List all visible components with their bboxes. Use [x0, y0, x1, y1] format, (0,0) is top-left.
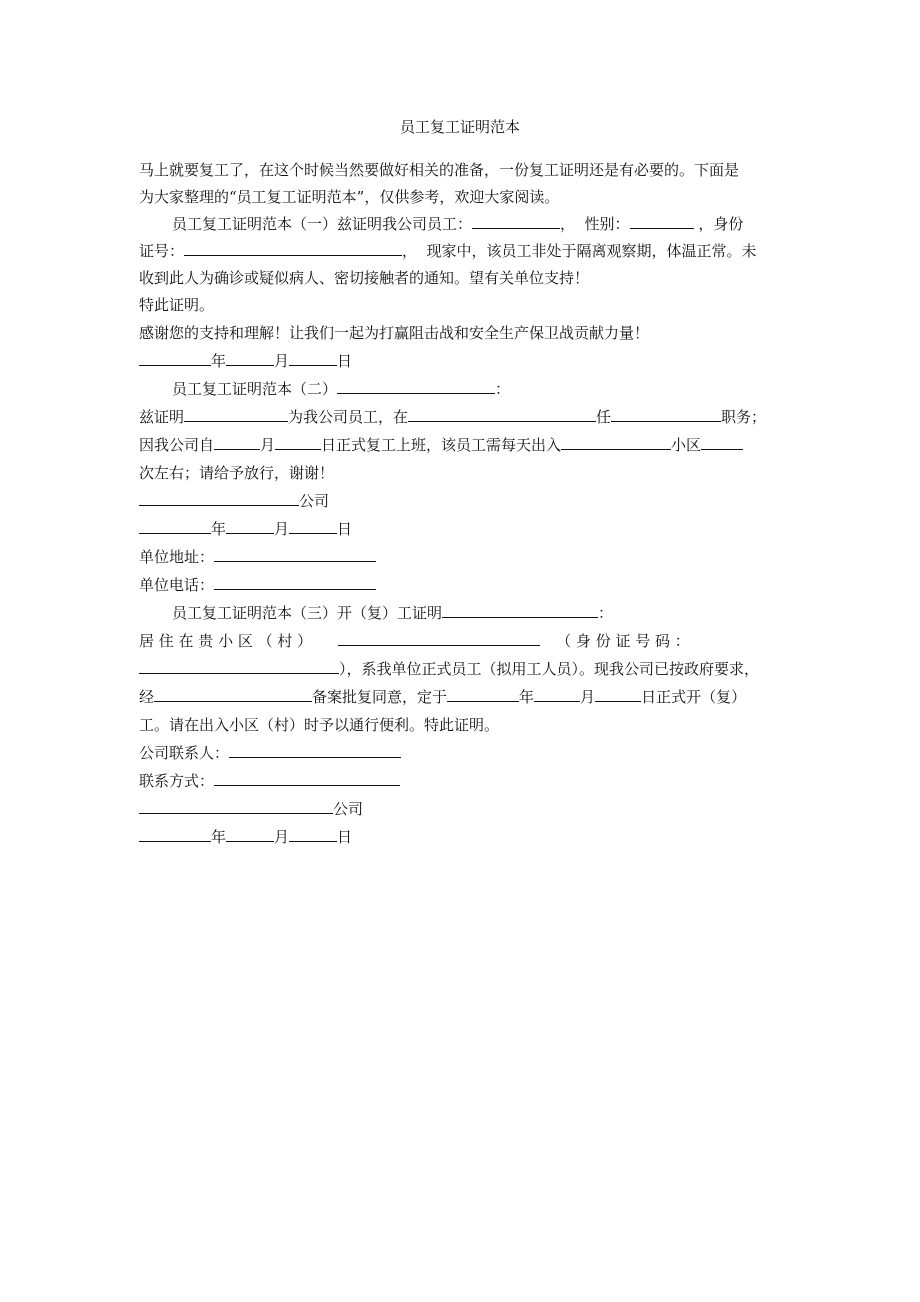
employee-name-blank: [472, 214, 560, 229]
authority-blank: [154, 687, 312, 702]
day-blank: [595, 687, 641, 702]
month-blank: [226, 519, 274, 534]
day-label: 日: [337, 828, 353, 846]
day-blank: [289, 519, 337, 534]
sample1-line-2: [139, 241, 757, 261]
month-blank: [226, 827, 274, 842]
sample1-text-a: 员工复工证明范本（一）兹证明我公司员工：: [172, 215, 473, 233]
position-blank: [611, 407, 721, 422]
sample3-contact-method-line: [139, 771, 400, 791]
sample3-text-f: 年: [519, 688, 535, 706]
sample3-company-line: [139, 799, 363, 819]
sample3-contact-line: [139, 743, 401, 763]
sample3-line-4: 工。请在出入小区（村）时予以通行便利。特此证明。: [139, 716, 500, 734]
sample1-line-5: 感谢您的支持和理解！让我们一起为打赢阻击战和安全生产保卫战贡献力量！: [139, 324, 650, 342]
sample1-text-e: ， 现家中，该员工非处于隔离观察期，体温正常。未: [402, 242, 757, 260]
employee-name-blank: [184, 407, 288, 422]
sample3-text-d: 经: [139, 688, 155, 706]
company-label: 公司: [299, 492, 330, 510]
sample1-line-3: 收到此人为确诊或疑似病人、密切接触者的通知。望有关单位支持！: [139, 269, 590, 287]
sample2-text-f: 月: [260, 436, 276, 454]
company-label: 公司: [333, 800, 364, 818]
company-blank: [139, 491, 299, 506]
sample3-text-h: 日正式开（复）: [641, 688, 747, 706]
phone-blank: [214, 575, 376, 590]
sample3-text-c: ），系我单位正式员工（拟用工人员）。现我公司已按政府要求，: [339, 660, 760, 678]
document-title: 员工复工证明范本: [399, 118, 520, 136]
contact-label: 公司联系人：: [139, 744, 230, 762]
gender-blank: [630, 214, 694, 229]
month-label: 月: [274, 352, 290, 370]
colon: ：: [598, 604, 614, 622]
company-blank: [139, 799, 333, 814]
id-number-blank: [139, 659, 339, 674]
day-label: 日: [337, 520, 353, 538]
sample3-text-a: 居 住 在 贵 小 区 （ 村 ）: [139, 632, 313, 650]
year-label: 年: [211, 828, 227, 846]
sample1-line-4: 特此证明。: [139, 296, 215, 314]
phone-label: 单位电话：: [139, 576, 215, 594]
contact-blank: [229, 743, 401, 758]
sample1-line-1: [172, 214, 743, 234]
intro-line-1: 马上就要复工了，在这个时候当然要做好相关的准备，一份复工证明还是有必要的。下面是: [139, 161, 740, 179]
year-label: 年: [211, 520, 227, 538]
sample2-line-1: [139, 407, 766, 427]
contact-method-label: 联系方式：: [139, 772, 215, 790]
sample2-heading-line: [172, 379, 510, 399]
day-blank: [289, 351, 337, 366]
sample2-date-line: [139, 519, 352, 539]
id-number-blank: [184, 241, 402, 256]
sample2-address-line: [139, 547, 376, 567]
day-blank: [289, 827, 337, 842]
sample3-text-b: （ 身 份 证 号 码 ：: [556, 632, 690, 650]
contact-method-blank: [214, 771, 400, 786]
sample2-text-a: 兹证明: [139, 408, 185, 426]
sample2-text-b: 为我公司员工，在: [288, 408, 409, 426]
month-blank: [226, 351, 274, 366]
year-blank: [139, 351, 211, 366]
recipient-blank: [442, 603, 598, 618]
year-label: 年: [211, 352, 227, 370]
sample1-text-c: ，身份: [693, 215, 744, 233]
year-blank: [447, 687, 519, 702]
address-label: 单位地址：: [139, 548, 215, 566]
sample1-date-line: [139, 351, 352, 371]
sample2-phone-line: [139, 575, 376, 595]
address-blank: [214, 547, 376, 562]
sample1-text-d: 证号：: [139, 242, 185, 260]
sample3-text-g: 月: [580, 688, 596, 706]
intro-line-2: 为大家整理的“员工复工证明范本”，仅供参考，欢迎大家阅读。: [139, 188, 560, 206]
sample2-text-e: 因我公司自: [139, 436, 215, 454]
month-label: 月: [274, 520, 290, 538]
sample3-line-1: [139, 631, 690, 651]
day-label: 日: [337, 352, 353, 370]
colon: ：: [495, 380, 511, 398]
sample3-text-e: 备案批复同意，定于: [312, 688, 448, 706]
day-blank: [275, 435, 321, 450]
month-blank: [214, 435, 260, 450]
sample2-text-d: 职务；: [721, 408, 767, 426]
sample2-text-g: 日正式复工上班，该员工需每天出入: [321, 436, 562, 454]
sample2-line-3: 次左右；请给予放行，谢谢！: [139, 464, 335, 482]
month-label: 月: [274, 828, 290, 846]
sample3-line-3: [139, 687, 746, 707]
sample2-line-2: [139, 435, 743, 455]
sample3-heading-line: [172, 603, 613, 623]
sample2-text-h: 小区: [671, 436, 702, 454]
sample3-heading: 员工复工证明范本（三）开（复）工证明: [172, 604, 443, 622]
sample3-date-line: [139, 827, 352, 847]
times-blank: [701, 435, 743, 450]
sample2-heading: 员工复工证明范本（二）: [172, 380, 338, 398]
employee-name-blank: [338, 631, 540, 646]
recipient-blank: [337, 379, 495, 394]
sample2-company-line: [139, 491, 329, 511]
sample1-text-b: ， 性别：: [560, 215, 630, 233]
year-blank: [139, 827, 211, 842]
year-blank: [139, 519, 211, 534]
month-blank: [534, 687, 580, 702]
community-blank: [561, 435, 671, 450]
sample2-text-c: 任: [596, 408, 612, 426]
sample3-line-2: [139, 659, 759, 679]
department-blank: [408, 407, 596, 422]
